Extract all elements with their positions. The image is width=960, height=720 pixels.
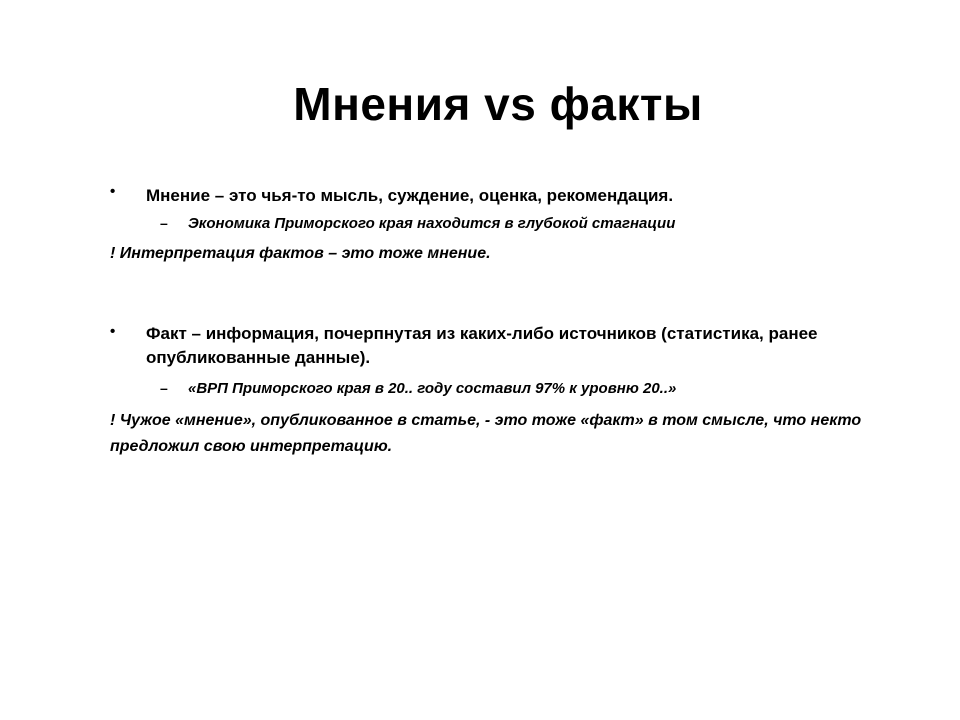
opinion-definition: Мнение – это чья-то мысль, суждение, оценка, рекомендация.	[146, 186, 674, 205]
opinion-example: Экономика Приморского края находится в глубокой стагнации	[188, 215, 676, 232]
dash-icon: –	[160, 215, 168, 231]
bullet-icon: •	[110, 323, 116, 340]
fact-definition: Факт – информация, почерпнутая из каких-либо источников (статистика, ранее опубликованные данные).	[146, 324, 818, 367]
slide-title: Мнения vs факты	[293, 78, 703, 130]
bullet-icon: •	[110, 183, 116, 200]
opinion-note: ! Интерпретация фактов – это тоже мнение.	[110, 245, 491, 262]
fact-example: «ВРП Приморского края в 20.. году составил 97% к уровню 20..»	[188, 380, 677, 397]
dash-icon: –	[160, 380, 168, 396]
fact-note: ! Чужое «мнение», опубликованное в статье, - это тоже «факт» в том смысле, что некто предложил свою интерпретацию.	[110, 412, 862, 455]
